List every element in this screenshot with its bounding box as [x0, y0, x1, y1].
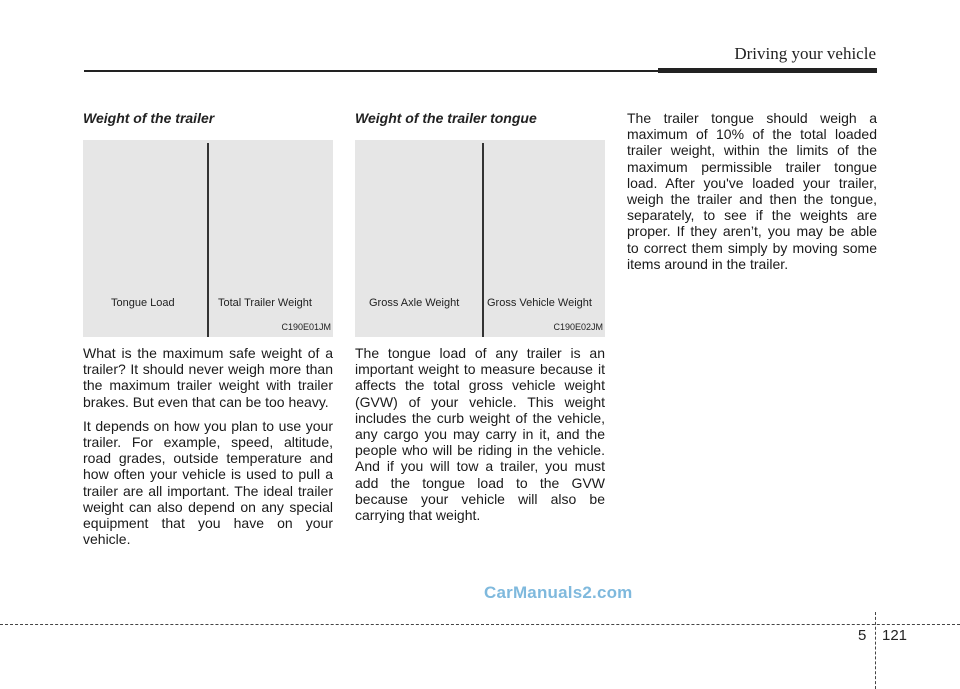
figure-divider: [482, 143, 484, 337]
figure-code: C190E01JM: [281, 322, 331, 332]
figure-label-total-trailer-weight: Total Trailer Weight: [218, 297, 312, 309]
footer-page-separator: [875, 612, 876, 689]
figure-label-gross-vehicle-weight: Gross Vehicle Weight: [487, 297, 592, 309]
section-heading: Weight of the trailer tongue: [355, 110, 537, 126]
figure-label-tongue-load: Tongue Load: [111, 297, 175, 309]
trailer-tongue-figure: [355, 140, 605, 337]
paragraph: It depends on how you plan to use your trailer. For example, speed, altitude, road grades, outside temperature and how often your vehicle is used to pull a trailer are all important. The ideal trailer weight can also depend on any special equipment that you have on your vehicle.: [83, 417, 333, 548]
watermark-link[interactable]: CarManuals2.com: [484, 583, 633, 602]
page-number: 121: [882, 627, 908, 644]
paragraph: What is the maximum safe weight of a trailer? It should never weigh more than the maximum trailer weight with trailer brakes. But even that can be too heavy.: [83, 345, 333, 410]
header-rule-accent: [658, 68, 877, 73]
section-heading: Weight of the trailer: [83, 110, 215, 126]
column-trailer-weight: [83, 110, 333, 555]
paragraph: The tongue load of any trailer is an important weight to measure because it affects the total gross vehicle weight (GVW) of your vehicle. This weight includes the curb weight of the vehicle, any cargo you may carry in it, and the people who will be riding in the vehicle. And if you will tow a trailer, you must add the tongue load to the GVW because your vehicle will also be carrying that weight.: [355, 345, 605, 524]
trailer-weight-figure: [83, 140, 333, 337]
section-header-title: Driving your vehicle: [734, 44, 876, 63]
figure-code: C190E02JM: [553, 322, 603, 332]
column-tongue-guidance: [627, 110, 877, 280]
column-trailer-tongue-weight: [355, 110, 605, 531]
figure-divider: [207, 143, 209, 337]
paragraph: The trailer tongue should weigh a maximum of 10% of the total loaded trailer weight, within the limits of the maximum permissible trailer tongue load. After you've loaded your trailer, weigh the trailer and then the tongue, separately, to see if the weights are proper. If they aren’t, you may be able to correct them simply by moving some items around in the trailer.: [627, 110, 877, 272]
section-number: 5: [858, 627, 867, 644]
footer-divider: [0, 624, 960, 625]
figure-label-gross-axle-weight: Gross Axle Weight: [369, 297, 460, 309]
